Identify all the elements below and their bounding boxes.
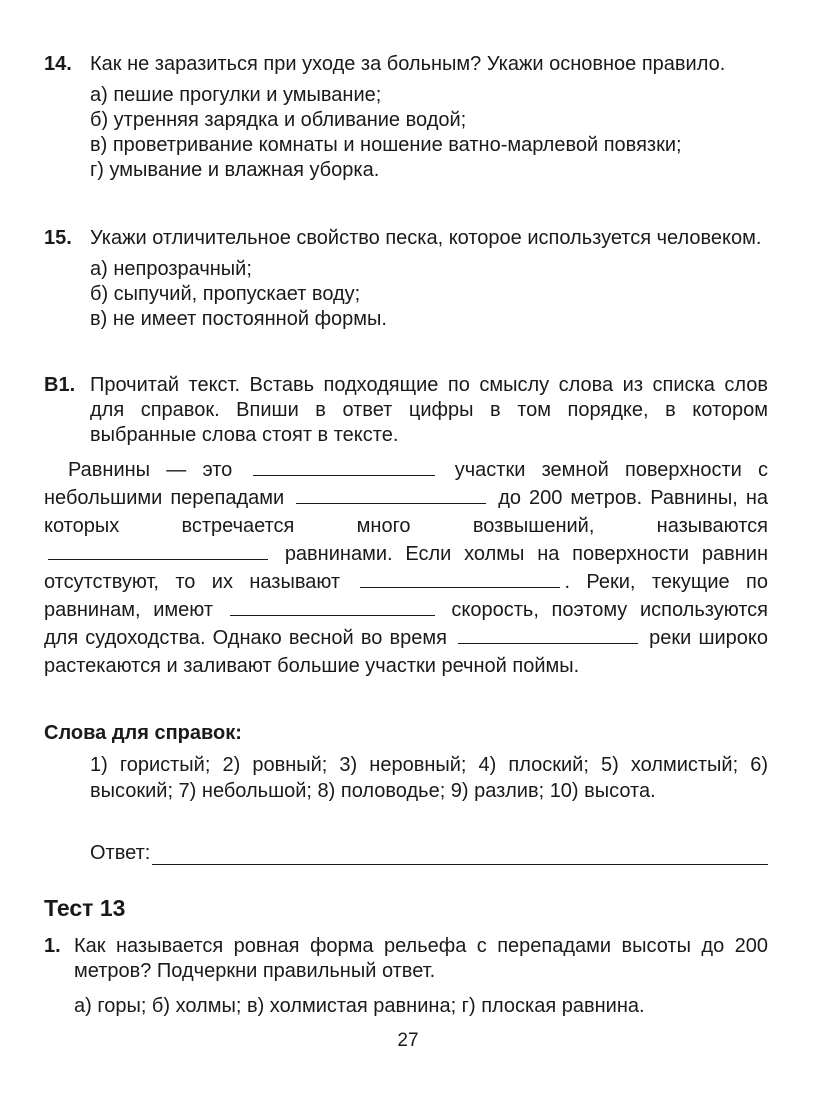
test13-question-1-options: а) горы; б) холмы; в) холмистая равнина; г) плоская равнина. — [74, 995, 645, 1017]
question-number: В1. — [44, 374, 76, 396]
test13-question-1 — [44, 934, 768, 984]
blank-2[interactable] — [296, 485, 486, 504]
option-c: в) проветривание комнаты и ношение ватно-марлевой повязки; — [90, 134, 682, 156]
blank-3[interactable] — [48, 541, 268, 560]
blank-6[interactable] — [458, 625, 638, 644]
option-d: г) умывание и влажная уборка. — [90, 159, 380, 181]
fill-in-passage — [44, 456, 768, 680]
answer-row — [90, 842, 768, 865]
passage-part-3: до 200 метров. Равнины, на которых встречается много возвышений, называются — [44, 487, 768, 537]
help-words-list: 1) гористый; 2) ровный; 3) неровный; 4) плоский; 5) холмистый; 6) высокий; 7) небольшой; 8) половодье; 9) разлив; 10) высота. — [90, 754, 768, 802]
page-number: 27 — [397, 1030, 419, 1051]
option-b: б) утренняя зарядка и обливание водой; — [90, 109, 467, 131]
passage-part-1: Равнины — это — [68, 459, 233, 481]
options-list — [90, 83, 768, 183]
question-text: Укажи отличительное свойство песка, которое используется человеком. — [90, 227, 762, 249]
option-c: в) не имеет постоянной формы. — [90, 308, 387, 330]
option-a: а) непрозрачный; — [90, 258, 252, 280]
option-b: б) сыпучий, пропускает воду; — [90, 283, 361, 305]
question-text: Прочитай текст. Вставь подходящие по смыслу слова из списка слов для справок. Впиши в ответ цифры в том порядке, в котором выбранные слова стоят в тексте. — [90, 374, 768, 446]
passage-part-2: участки земной поверхности с небольшими перепадами — [44, 459, 769, 509]
passage-part-7: реки широко растекаются и заливают большие участки речной поймы. — [44, 627, 768, 677]
option-a: а) пешие прогулки и умывание; — [90, 84, 382, 106]
blank-5[interactable] — [230, 597, 435, 616]
question-15 — [44, 226, 768, 332]
question-number: 14. — [44, 53, 72, 75]
question-number: 1. — [44, 935, 61, 957]
help-words-heading: Слова для справок: — [44, 722, 242, 744]
question-text: Как не заразиться при уходе за больным? Укажи основное правило. — [90, 53, 726, 75]
blank-1[interactable] — [253, 457, 435, 476]
passage-part-6: скорость, поэтому используются для судоходства. Однако весной во время — [44, 599, 769, 649]
passage-part-5: . Реки, текущие по равнинам, имеют — [44, 571, 769, 621]
question-14 — [44, 52, 768, 183]
blank-4[interactable] — [360, 569, 560, 588]
answer-field[interactable] — [152, 846, 768, 865]
options-list — [90, 257, 768, 332]
question-b1 — [44, 373, 768, 448]
test-title: Тест 13 — [44, 895, 126, 921]
passage-part-4: равнинами. Если холмы на поверхности равнин отсутствуют, то их называют — [44, 543, 768, 593]
question-number: 15. — [44, 227, 72, 249]
answer-label: Ответ: — [90, 842, 151, 864]
question-text: Как называется ровная форма рельефа с перепадами высоты до 200 метров? Подчеркни правильный ответ. — [74, 935, 768, 982]
